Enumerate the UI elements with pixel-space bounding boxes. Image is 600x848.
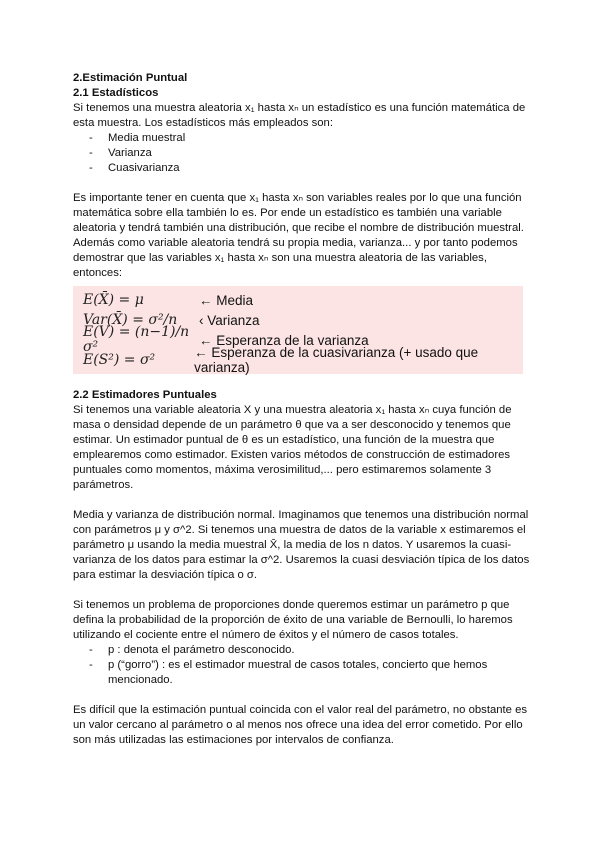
section-2-paragraph-3: Si tenemos un problema de proporciones donde queremos estimar un parámetro p que defina la probabilidad de la proporción de éxito de una variable de Bernoulli, lo haremos utilizando el cociente entre el número de éxitos y el número de casos totales. [73, 599, 513, 641]
formula-lhs: Var(X̄) = σ²/n [83, 311, 178, 328]
formula-lhs: E(S²) = σ² [83, 351, 156, 368]
parameter-list [73, 643, 533, 688]
formula-lhs: E(V) = (n−1)/n σ² [83, 324, 190, 355]
list-item: - Media muestral [89, 131, 533, 146]
list-item: - Cuasivarianza [89, 161, 533, 176]
formula-box [73, 286, 523, 374]
page-title: 2.Estimación Puntual [73, 72, 188, 84]
section-2-paragraph-4: Es difícil que la estimación puntual coincida con el valor real del parámetro, no obstante es un valor cercano al parámetro o al menos nos ofrece una idea del error cometido. Por ello son más utilizadas las estimaciones por intervalos de confianza. [73, 704, 528, 746]
statistics-list [73, 131, 533, 176]
section-2-paragraph-2: Media y varianza de distribución normal. Imaginamos que tenemos una distribución normal con parámetros μ y σ^2. Si tenemos una muestra de datos de la variable x estimaremos el parámetro μ usando la media muestral X̄, la media de los n datos. Y usaremos la cuasi-varianza de los datos para estimar la σ^2. Usaremos la cuasi desviación típica de los datos para estimar la desviación típica o σ. [73, 509, 530, 581]
formula-row [83, 290, 523, 310]
formula-label: ← Esperanza de la cuasivarianza (+ usado que varianza) [194, 345, 479, 375]
formula-row [83, 345, 523, 375]
formula-label: ‹ Varianza [199, 312, 260, 328]
formula-label: ← Esperanza de la varianza [199, 332, 369, 348]
section-1-heading: 2.1 Estadísticos [73, 87, 159, 99]
section-1-paragraph: Es importante tener en cuenta que x₁ hasta xₙ son variables reales por lo que una función matemática sobre ella también lo es. Por ende un estadístico es también una variable aleatoria y tendrá también una distribución, que recibe el nombre de distribución muestral. Además como variable aleatoria tendrá su propia media, varianza... y por tanto podemos demostrar que las variables x₁ hasta xₙ son una muestra aleatoria de las variables, entonces: [73, 192, 524, 279]
list-item: - p : denota el parámetro desconocido. [89, 643, 533, 658]
section-2-paragraph-1: Si tenemos una variable aleatoria X y una muestra aleatoria x₁ hasta xₙ cuya función de masa o densidad depende de un parámetro θ que va a ser desconocido y tenemos que estimar. Un estimador puntual de θ es un estadístico, una función de la muestra que emplearemos como estimador. Existen varios métodos de construcción de estimadores puntuales como momentos, máxima verosimilitud,... pero estimaremos solamente 3 parámetros. [73, 404, 512, 491]
formula-label: ← Media [199, 292, 254, 308]
formula-lhs: E(X̄) = μ [83, 291, 144, 308]
list-item: - Varianza [89, 146, 533, 161]
section-2-heading: 2.2 Estimadores Puntuales [73, 389, 217, 401]
list-item: - p (“gorro”) : es el estimador muestral de casos totales, concierto que hemos mencionado. [89, 658, 533, 688]
document-body [73, 71, 533, 748]
section-1-intro: Si tenemos una muestra aleatoria x₁ hasta xₙ un estadístico es una función matemática de esta muestra. Los estadísticos más empleados son: [73, 102, 526, 129]
